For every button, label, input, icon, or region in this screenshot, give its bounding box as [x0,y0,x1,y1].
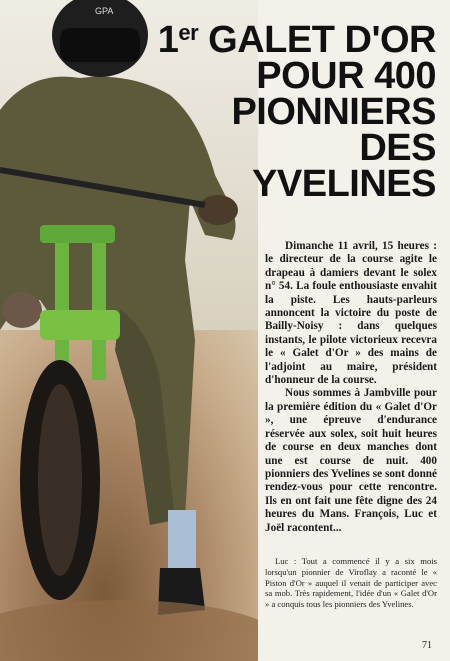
headline-line-3: PIONNIERS [231,91,436,133]
article-body [265,240,437,535]
headline-line-1: 1er GALET D'OR [157,19,436,61]
headline-line-2: POUR 400 [256,55,436,97]
caption-text: Luc : Tout a commencé il y a six mois lorsqu'un pionnier de Viroflay a raconté le « Piston d'Or » auquel il venait de participer avec sa mob. Très rapidement, l'idée d'un « Galet d'Or » a conquis tous les pionniers des Yvelines. [265,556,437,610]
photo-caption [265,556,437,610]
page-number: 71 [422,640,432,651]
paragraph-2: Nous sommes à Jambville pour la première édition du « Galet d'Or », une épreuve d'endurance réservée aux solex, soit huit heures de course en deux manches dont une est course de nuit. 400 pionniers des Yvelines se sont donné rendez-vous pour cette rencontre. Ils en ont fait une fête digne des 24 heures du Mans. François, Luc et Joël racontent... [265,387,437,534]
paragraph-1: Dimanche 11 avril, 15 heures : le directeur de la course agite le drapeau à damiers devant le solex n° 54. La foule enthousiaste envahit la piste. Les hauts-parleurs annoncent la victoire du poste de Bailly-Noisy : dans quelques instants, le pilote victorieux recevra le « Galet d'Or » des mains de l'adjoint au maire, président d'honneur de la course. [265,240,437,387]
headline-line-4: DES [359,127,436,169]
helmet-logo: GPA [95,6,114,16]
headline-line-5: YVELINES [252,163,436,205]
article-headline [146,19,436,205]
